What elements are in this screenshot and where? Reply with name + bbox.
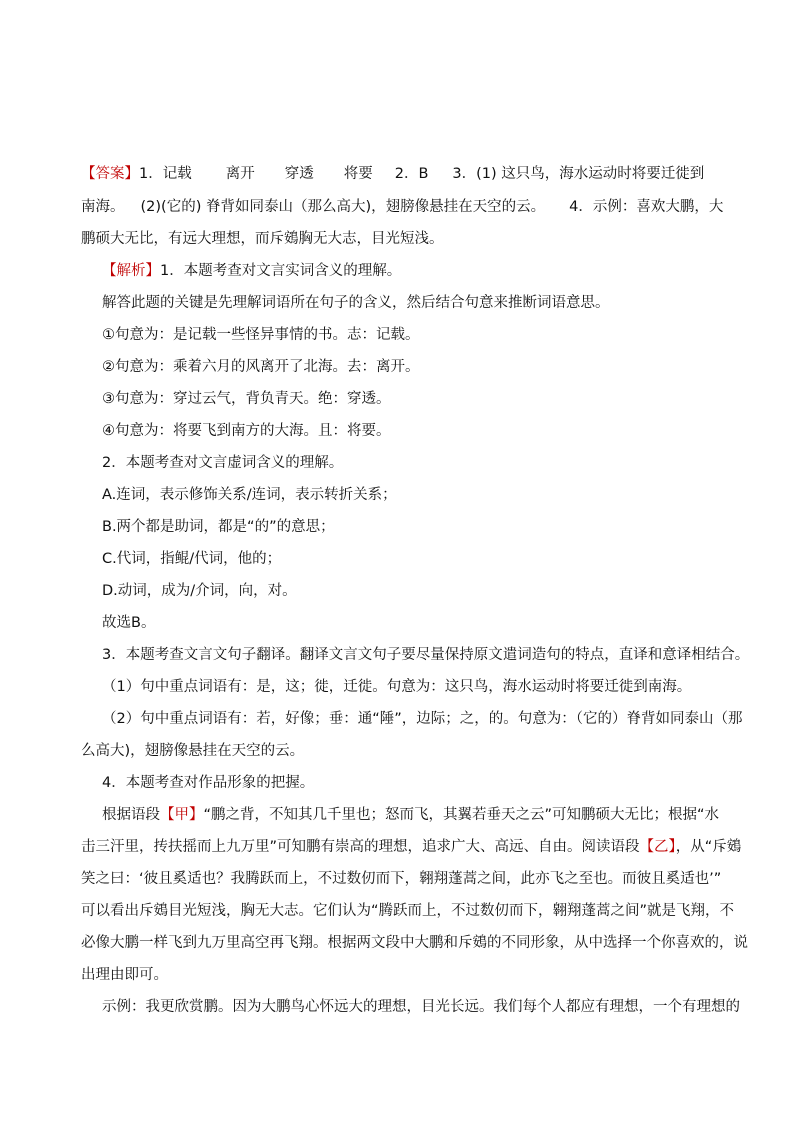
analysis-line: 2．本题考查对文言虚词含义的理解。 bbox=[102, 455, 344, 471]
analysis-line: ④句意为：将要飞到南方的大海。且：将要。 bbox=[102, 423, 391, 439]
answer-q1-word4: 将要 bbox=[343, 166, 373, 182]
answer-q3-part1: 3．(1) 这只鸟，海水运动时将要迁徙到 bbox=[452, 166, 705, 182]
analysis-line: ③句意为：穿过云气，背负青天。绝：穿透。 bbox=[102, 391, 391, 407]
yi-marker: 【乙】 bbox=[639, 839, 676, 855]
analysis-p4-line-4: 可以看出斥鴳目光短浅，胸无大志。它们认为“腾跃而上，不过数仞而下，翱翔蓬蒿之间”就是飞翔，不 bbox=[81, 903, 735, 919]
answer-q1: 1．记载 bbox=[139, 166, 192, 182]
analysis-line: ①句意为：是记载一些怪异事情的书。志：记载。 bbox=[102, 327, 420, 343]
analysis-line: 3．本题考查文言文句子翻译。翻译文言文句子要尽量保持原文遣词造句的特点，直译和意译相结合。 bbox=[102, 647, 750, 663]
analysis-p4-line-5: 必像大鹏一样飞到九万里高空再飞翔。根据两文段中大鹏和斥鴳的不同形象，从中选择一个你喜欢的，说 bbox=[81, 935, 748, 951]
analysis-example: 示例：我更欣赏鹏。因为大鹏鸟心怀远大的理想，目光长远。我们每个人都应有理想，一个有理想的 bbox=[102, 999, 740, 1015]
analysis-line: B.两个都是助词，都是“的”的意思； bbox=[102, 519, 335, 535]
analysis-line: C.代词，指鲲/代词，他的； bbox=[102, 551, 282, 567]
answer-line-2 bbox=[81, 195, 722, 219]
analysis-line: 故选B。 bbox=[102, 615, 156, 631]
analysis-line-1 bbox=[102, 259, 722, 283]
p4-text: 击三汗里，抟扶摇而上九万里”可知鹏有崇高的理想，追求广大、高远、自由。阅读语段 bbox=[81, 839, 640, 855]
analysis-line: （2）句中重点词语有：若，好像；垂：通“陲”，边际；之，的。句意为：（它的）脊背如同泰山（那 bbox=[102, 711, 743, 727]
answer-q2: 2．B bbox=[394, 166, 429, 182]
jia-marker: 【甲】 bbox=[160, 807, 204, 823]
analysis-line-cont: 么高大)，翅膀像悬挂在天空的云。 bbox=[81, 743, 305, 759]
analysis-line: D.动词，成为/介词，向，对。 bbox=[102, 583, 297, 599]
analysis-p4-line-6: 出理由即可。 bbox=[81, 967, 168, 983]
analysis-p4-line-1 bbox=[102, 803, 722, 827]
analysis-q1-title: 1．本题考查对文言实词含义的理解。 bbox=[160, 263, 402, 279]
p4-text: “鹏之背，不知其几千里也；怒而飞，其翼若垂天之云”可知鹏硕大无比；根据“水 bbox=[203, 807, 720, 823]
analysis-p4-line-2 bbox=[81, 835, 742, 859]
answer-q4: 4．示例：喜欢大鹏，大 bbox=[569, 199, 724, 215]
analysis-line: （1）句中重点词语有：是，这；徙，迁徙。句意为：这只鸟，海水运动时将要迁徙到南海。 bbox=[102, 679, 692, 695]
answer-q3-part2: (2)(它的) 脊背如同泰山（那么高大)，翅膀像悬挂在天空的云。 bbox=[140, 199, 546, 215]
answer-q4-cont: 鹏硕大无比，有远大理想，而斥鴳胸无大志，目光短浅。 bbox=[81, 231, 444, 247]
answer-line-1 bbox=[81, 162, 722, 186]
answer-line-3 bbox=[81, 227, 722, 251]
analysis-q4-title: 4．本题考查对作品形象的把握。 bbox=[102, 775, 315, 791]
answer-tag: 【答案】 bbox=[81, 166, 139, 182]
analysis-p4-line-3: 笑之曰：‘彼且奚适也？我腾跃而上，不过数仞而下，翱翔蓬蒿之间，此亦飞之至也。而彼且奚适也’” bbox=[81, 871, 722, 887]
analysis-tag: 【解析】 bbox=[102, 263, 160, 279]
p4-text: 根据语段 bbox=[102, 807, 160, 823]
analysis-line: ②句意为：乘着六月的风离开了北海。去：离开。 bbox=[102, 359, 420, 375]
answer-q1-word2: 离开 bbox=[225, 166, 255, 182]
answer-q1-word3: 穿透 bbox=[284, 166, 314, 182]
p4-text: ，从“斥鴳 bbox=[675, 839, 742, 855]
analysis-line: A.连词，表示修饰关系/连词，表示转折关系； bbox=[102, 487, 397, 503]
analysis-line: 解答此题的关键是先理解词语所在句子的含义，然后结合句意来推断词语意思。 bbox=[102, 295, 610, 311]
answer-q3-end: 南海。 bbox=[81, 199, 125, 215]
